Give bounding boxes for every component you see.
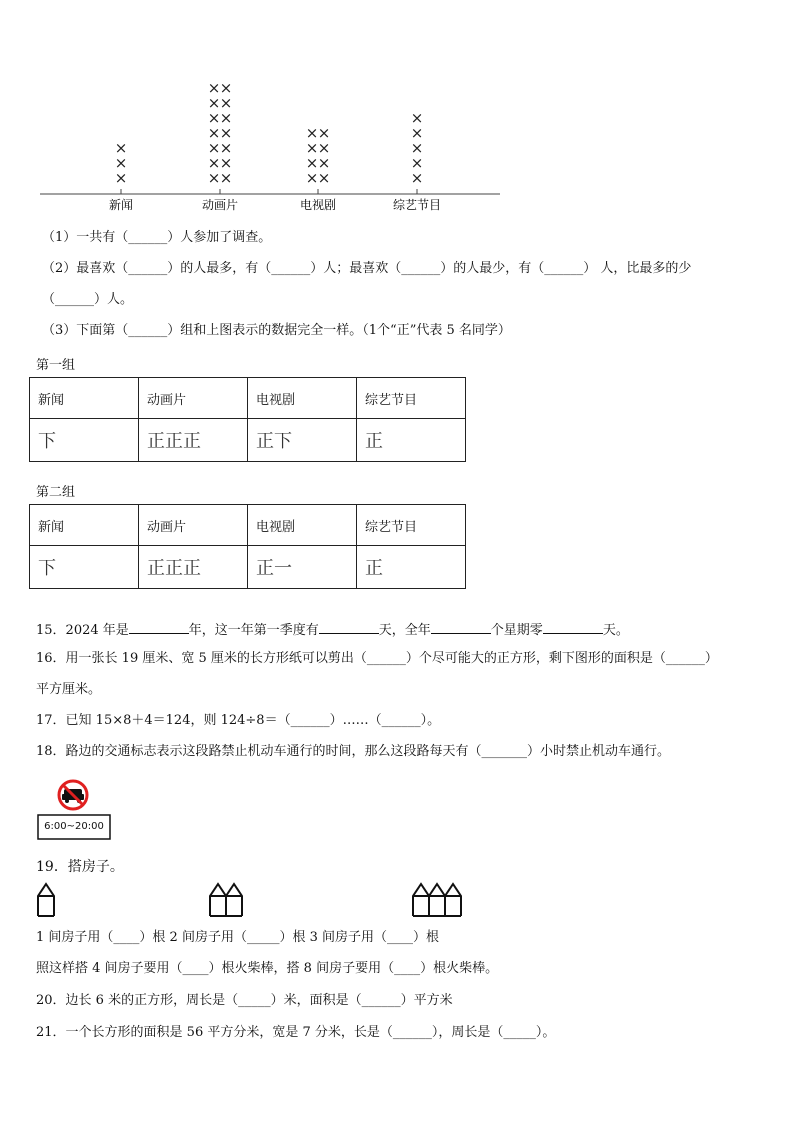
house-group-1 [38,884,54,916]
x-tick-label: 新闻 [108,198,134,212]
q16-line2: 平方厘米。 [36,682,102,697]
dot-plot-chart [0,0,520,220]
x-tick-label: 动画片 [201,198,239,212]
tally-cell: 正正正 [139,419,248,462]
x-tick-label: 综艺节目 [392,198,442,212]
data-point-x-mark: × [305,139,319,157]
group1-table [29,377,466,462]
house-group-2 [210,884,242,916]
q15-text-c: 天，全年 [378,623,431,638]
table-header: 动画片 [139,505,248,546]
tally-cell: 正正正 [139,546,248,589]
q14-part2-line1: （2）最喜欢（______）的人最多，有（______）人；最喜欢（______）的人最少，有（______） 人，比最多的少 [42,261,692,276]
tally-cell: 正 [357,546,466,589]
group1-label: 第一组 [36,358,76,373]
answer-blank[interactable] [431,619,491,634]
data-point-x-mark: × [317,154,331,172]
data-point-x-mark: × [114,154,128,172]
group2-table [29,504,466,589]
table-header: 综艺节目 [357,378,466,419]
no-vehicle-sign [37,779,111,841]
data-point-x-mark: × [219,154,233,172]
tally-cell: 正下 [248,419,357,462]
data-point-x-mark: × [219,124,233,142]
sign-time-label: 6:00~20:00 [44,821,104,832]
tally-cell: 下 [30,546,139,589]
data-point-x-mark: × [207,154,221,172]
table-header: 电视剧 [248,505,357,546]
q18: 18．路边的交通标志表示这段路禁止机动车通行的时间，那么这段路每天有（_______）小时禁止机动车通行。 [36,744,671,759]
q14-part2-line2: （______）人。 [42,292,134,307]
table-header: 电视剧 [248,378,357,419]
data-point-x-mark: × [317,139,331,157]
data-point-x-mark: × [219,79,233,97]
data-point-x-mark: × [305,124,319,142]
table-header: 新闻 [30,378,139,419]
answer-blank[interactable] [129,619,189,634]
q14-part1: （1）一共有（______）人参加了调查。 [42,230,272,245]
x-tick-label: 电视剧 [299,198,337,212]
q17: 17．已知 15×8＋4＝124，则 124÷8＝（______）……（______）。 [36,713,441,728]
table-header: 综艺节目 [357,505,466,546]
q15 [36,619,629,640]
data-point-x-mark: × [219,139,233,157]
tally-cell: 正 [357,419,466,462]
q19-line2: 照这样搭 4 间房子要用（____）根火柴棒，搭 8 间房子要用（____）根火柴棒。 [36,961,499,976]
data-point-x-mark: × [207,139,221,157]
data-point-x-mark: × [219,109,233,127]
q15-text-a: 15．2024 年是 [36,623,129,638]
tally-cell: 正一 [248,546,357,589]
data-point-x-mark: × [219,169,233,187]
matchstick-house-icon [38,884,54,916]
data-point-x-mark: × [410,154,424,172]
data-point-x-mark: × [305,169,319,187]
q15-text-e: 天。 [602,623,629,638]
group2-label: 第二组 [36,485,76,500]
data-point-x-mark: × [305,154,319,172]
q14-part3: （3）下面第（______）组和上图表示的数据完全一样。（1个“正”代表 5 名同学） [42,323,511,338]
q19-line1: 1 间房子用（____）根 2 间房子用（_____）根 3 间房子用（____）根 [36,930,439,945]
q15-text-b: 年，这一年第一季度有 [188,623,319,638]
data-point-x-mark: × [207,169,221,187]
data-point-x-mark: × [410,109,424,127]
data-point-x-mark: × [317,169,331,187]
tally-cell: 下 [30,419,139,462]
data-point-x-mark: × [410,124,424,142]
q21: 21．一个长方形的面积是 56 平方分米，宽是 7 分米，长是（______），周长是（_____）。 [36,1025,556,1040]
q15-text-d: 个星期零 [490,623,543,638]
q20: 20．边长 6 米的正方形，周长是（_____）米，面积是（______）平方米 [36,993,453,1008]
data-point-x-mark: × [410,169,424,187]
data-point-x-mark: × [207,124,221,142]
answer-blank[interactable] [319,619,379,634]
data-point-x-mark: × [207,109,221,127]
data-point-x-mark: × [219,94,233,112]
answer-blank[interactable] [543,619,603,634]
house-group-3 [413,884,461,916]
data-point-x-mark: × [114,169,128,187]
q16-line1: 16．用一张长 19 厘米、宽 5 厘米的长方形纸可以剪出（______）个尽可能大的正方形，剩下图形的面积是（______） [36,651,718,666]
table-header: 动画片 [139,378,248,419]
data-point-x-mark: × [207,79,221,97]
matchstick-house-icon [413,884,461,916]
data-point-x-mark: × [410,139,424,157]
data-point-x-mark: × [317,124,331,142]
matchstick-houses [30,880,490,920]
data-point-x-mark: × [114,139,128,157]
matchstick-house-icon [210,884,242,916]
table-header: 新闻 [30,505,139,546]
data-point-x-mark: × [207,94,221,112]
q19-title: 19．搭房子。 [36,859,124,875]
